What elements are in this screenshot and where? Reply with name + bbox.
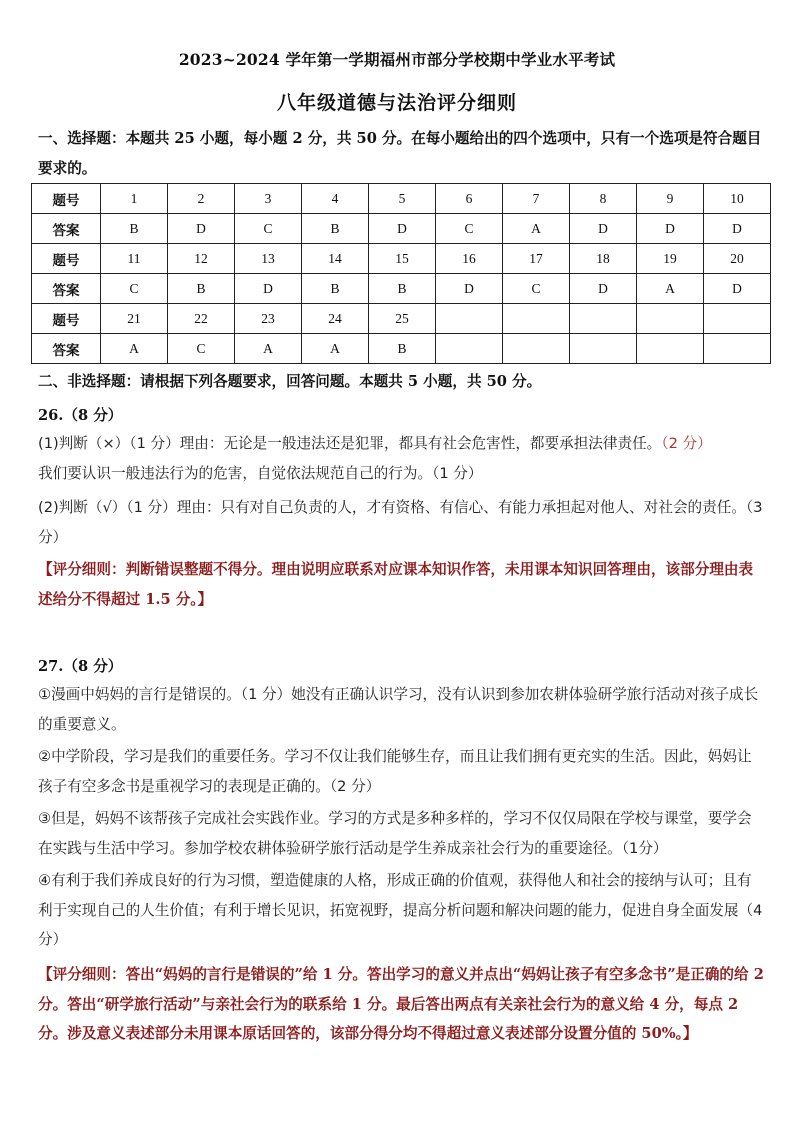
- answer-cell: C: [168, 334, 235, 364]
- answer-row-label: 答案: [32, 274, 101, 304]
- q26-part1: [38, 429, 764, 459]
- number-cell: 16: [436, 244, 503, 274]
- number-cell: 1: [101, 184, 168, 214]
- number-cell: 3: [235, 184, 302, 214]
- table-row: [32, 334, 771, 364]
- answer-cell: B: [101, 214, 168, 244]
- number-cell: 11: [101, 244, 168, 274]
- table-row: [32, 274, 771, 304]
- answer-cell: D: [369, 214, 436, 244]
- number-row-label: 题号: [32, 244, 101, 274]
- number-cell: 17: [503, 244, 570, 274]
- q27-point4: ④有利于我们养成良好的行为习惯，塑造健康的人格，形成正确的价值观，获得他人和社会的接纳与认可；且有利于实现自己的人生价值；有利于增长见识，拓宽视野，提高分析问题和解决问题的能力，促进自身全面发展（4 分）: [38, 872, 763, 948]
- number-cell: [503, 304, 570, 334]
- number-cell: 13: [235, 244, 302, 274]
- table-row: [32, 214, 771, 244]
- answer-cell: B: [168, 274, 235, 304]
- q27-point2: ②中学阶段，学习是我们的重要任务。学习不仅让我们能够生存，而且让我们拥有更充实的生活。因此，妈妈让孩子有空多念书是重视学习的表现是正确的。（2 分）: [38, 748, 752, 795]
- answer-row-label: 答案: [32, 214, 101, 244]
- number-cell: 24: [302, 304, 369, 334]
- q26-part1-score: （2 分）: [661, 435, 712, 452]
- answer-table: [31, 183, 771, 364]
- answer-cell: A: [302, 334, 369, 364]
- answer-cell: A: [235, 334, 302, 364]
- answer-cell: [436, 334, 503, 364]
- q26-scoring-note: 【评分细则：判断错误整题不得分。理由说明应联系对应课本知识作答，未用课本知识回答理由，该部分理由表述给分不得超过 1.5 分。】: [38, 561, 754, 608]
- answer-cell: D: [637, 214, 704, 244]
- answer-row-label: 答案: [32, 334, 101, 364]
- number-cell: 23: [235, 304, 302, 334]
- answer-cell: D: [704, 274, 771, 304]
- q27-heading: 27.（8 分）: [38, 658, 123, 675]
- number-cell: 8: [570, 184, 637, 214]
- answer-cell: A: [503, 214, 570, 244]
- number-cell: 21: [101, 304, 168, 334]
- number-cell: 2: [168, 184, 235, 214]
- answer-cell: A: [101, 334, 168, 364]
- answer-cell: B: [369, 334, 436, 364]
- number-cell: 20: [704, 244, 771, 274]
- table-row: [32, 244, 771, 274]
- answer-cell: [503, 334, 570, 364]
- answer-cell: C: [503, 274, 570, 304]
- number-cell: [637, 304, 704, 334]
- answer-cell: D: [570, 214, 637, 244]
- number-cell: 9: [637, 184, 704, 214]
- answer-cell: C: [101, 274, 168, 304]
- number-cell: 4: [302, 184, 369, 214]
- number-cell: [436, 304, 503, 334]
- number-cell: 7: [503, 184, 570, 214]
- section2-intro: 二、非选择题：请根据下列各题要求，回答问题。本题共 5 小题，共 50 分。: [38, 373, 542, 390]
- number-cell: 25: [369, 304, 436, 334]
- answer-cell: B: [302, 214, 369, 244]
- q26-part1-cont: 我们要认识一般违法行为的危害，自觉依法规范自己的行为。（1 分）: [38, 465, 483, 482]
- q27-point1: ①漫画中妈妈的言行是错误的。（1 分）她没有正确认识学习，没有认识到参加农耕体验研学旅行活动对孩子成长的重要意义。: [38, 686, 759, 733]
- number-cell: [704, 304, 771, 334]
- section1-intro: 一、选择题：本题共 25 小题，每小题 2 分，共 50 分。在每小题给出的四个选项中，只有一个选项是符合题目要求的。: [38, 130, 762, 177]
- answer-cell: [570, 334, 637, 364]
- number-cell: 6: [436, 184, 503, 214]
- answer-cell: [704, 334, 771, 364]
- q27-point3: ③但是，妈妈不该帮孩子完成社会实践作业。学习的方式是多种多样的，学习不仅仅局限在学校与课堂，要学会在实践与生活中学习。参加学校农耕体验研学旅行活动是学生养成亲社会行为的重要途径。（1分）: [38, 810, 752, 857]
- number-cell: 14: [302, 244, 369, 274]
- answer-cell: D: [436, 274, 503, 304]
- answer-cell: B: [369, 274, 436, 304]
- number-cell: 10: [704, 184, 771, 214]
- q26-heading: 26.（8 分）: [38, 407, 123, 424]
- q26-part1-text: (1)判断（×）（1 分）理由：无论是一般违法还是犯罪，都具有社会危害性，都要承担法律责任。: [38, 435, 662, 452]
- answer-cell: C: [235, 214, 302, 244]
- answer-cell: [637, 334, 704, 364]
- answer-cell: D: [704, 214, 771, 244]
- number-cell: 15: [369, 244, 436, 274]
- page-title: 2023~2024 学年第一学期福州市部分学校期中学业水平考试: [178, 50, 616, 69]
- number-cell: 22: [168, 304, 235, 334]
- answer-cell: D: [168, 214, 235, 244]
- number-cell: 5: [369, 184, 436, 214]
- table-row: [32, 304, 771, 334]
- answer-cell: C: [436, 214, 503, 244]
- q27-scoring-note: 【评分细则：答出“妈妈的言行是错误的”给 1 分。答出学习的意义并点出“妈妈让孩子有空多念书”是正确的给 2 分。答出“研学旅行活动”与亲社会行为的联系给 1 分。最后答出两点有关亲社会行为的意义给 4 分，每点 2 分。涉及意义表述部分未用课本原话回答的，该部分得分均不得超过意义表述部分设置分值的 50%。】: [38, 966, 764, 1042]
- answer-cell: D: [235, 274, 302, 304]
- number-row-label: 题号: [32, 184, 101, 214]
- number-cell: 18: [570, 244, 637, 274]
- answer-cell: D: [570, 274, 637, 304]
- number-cell: [570, 304, 637, 334]
- number-row-label: 题号: [32, 304, 101, 334]
- page-subtitle: 八年级道德与法治评分细则: [276, 92, 517, 114]
- number-cell: 12: [168, 244, 235, 274]
- table-row: [32, 184, 771, 214]
- answer-cell: B: [302, 274, 369, 304]
- number-cell: 19: [637, 244, 704, 274]
- q26-part2: (2)判断（√）（1 分）理由：只有对自己负责的人，才有资格、有信心、有能力承担起对他人、对社会的责任。（3 分）: [38, 499, 763, 546]
- answer-cell: A: [637, 274, 704, 304]
